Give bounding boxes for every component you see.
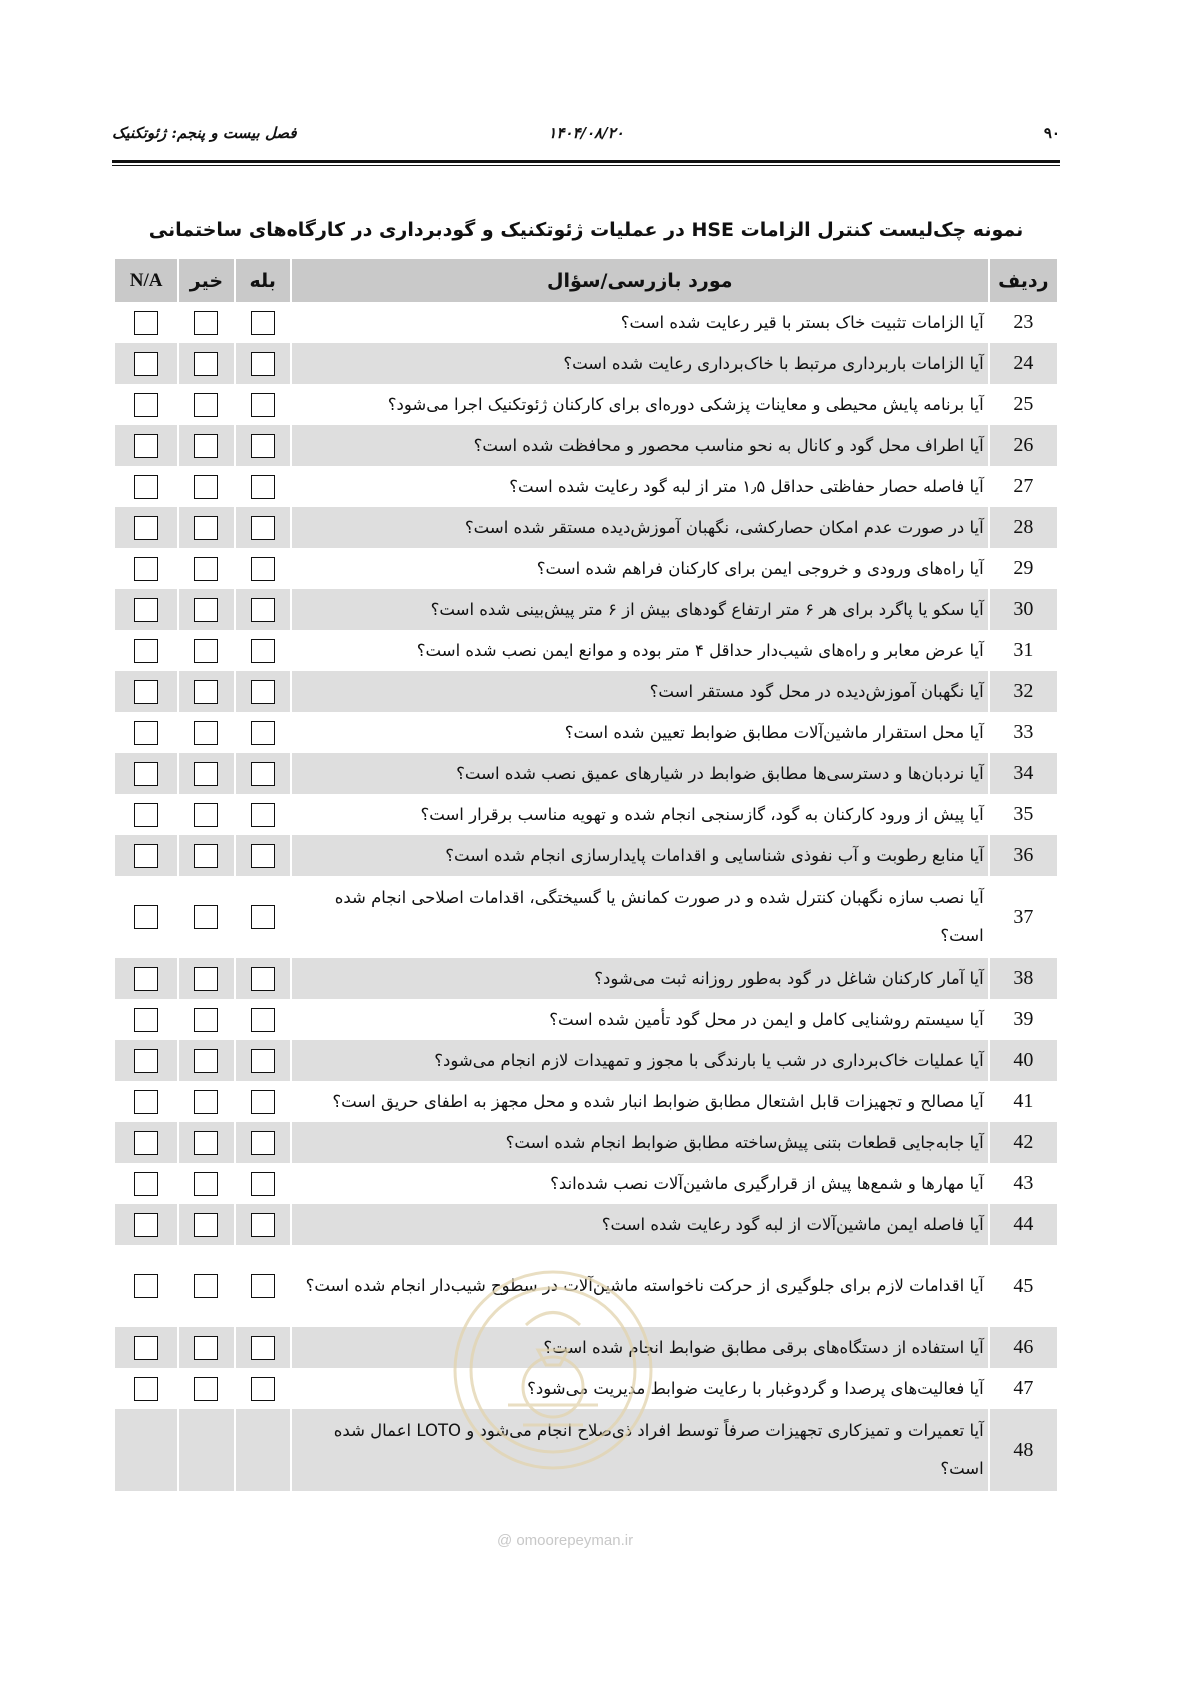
inspection-question: آیا برنامه پایش محیطی و معاینات پزشکی دوره‌ای برای کارکنان ژئوتکنیک اجرا می‌شود؟ [291,384,989,425]
answer-cell-na [115,794,178,835]
checkbox-yes[interactable] [251,1090,275,1114]
checkbox-yes[interactable] [251,1008,275,1032]
checkbox-yes[interactable] [251,1274,275,1298]
answer-cell-no [178,712,234,753]
answer-cell-no [178,1409,234,1491]
answer-cell-na [115,548,178,589]
column-header-na: N/A [115,259,178,302]
table-row [115,1245,1057,1327]
row-number: 26 [989,425,1057,466]
checkbox-yes[interactable] [251,803,275,827]
inspection-question: آیا عملیات خاک‌برداری در شب یا بارندگی با مجوز و تمهیدات لازم انجام می‌شود؟ [291,1040,989,1081]
checkbox-na[interactable] [134,905,158,929]
answer-cell-no [178,1122,234,1163]
answer-cell-no [178,1327,234,1368]
checkbox-yes[interactable] [251,352,275,376]
answer-cell-na [115,835,178,876]
answer-cell-yes [235,1040,291,1081]
answer-cell-yes [235,466,291,507]
checkbox-yes[interactable] [251,1172,275,1196]
checkbox-no[interactable] [194,598,218,622]
table-row [115,425,1057,466]
answer-cell-no [178,425,234,466]
checkbox-no[interactable] [194,516,218,540]
checkbox-no[interactable] [194,1008,218,1032]
answer-cell-no [178,999,234,1040]
chapter-title: فصل بیست و پنجم: ژئوتکنیک [112,124,297,142]
answer-cell-na [115,343,178,384]
inspection-question: آیا استفاده از دستگاه‌های برقی مطابق ضوابط انجام شده است؟ [291,1327,989,1368]
table-row [115,958,1057,999]
checkbox-na[interactable] [134,1274,158,1298]
table-row [115,630,1057,671]
answer-cell-na [115,712,178,753]
answer-cell-no [178,630,234,671]
inspection-question: آیا تعمیرات و تمیزکاری تجهیزات صرفاً توسط افراد ذی‌صلاح انجام می‌شود و LOTO اعمال شده است؟ [291,1409,989,1491]
row-number: 25 [989,384,1057,425]
table-row [115,507,1057,548]
checkbox-yes[interactable] [251,1049,275,1073]
table-row [115,1040,1057,1081]
row-number: 42 [989,1122,1057,1163]
answer-cell-yes [235,999,291,1040]
checkbox-no[interactable] [194,639,218,663]
checkbox-no[interactable] [194,905,218,929]
checkbox-no[interactable] [194,1336,218,1360]
answer-cell-yes [235,1245,291,1327]
answer-cell-no [178,343,234,384]
row-number: 45 [989,1245,1057,1327]
table-row [115,1204,1057,1245]
checkbox-no[interactable] [194,1131,218,1155]
checkbox-na[interactable] [134,516,158,540]
checkbox-no[interactable] [194,1274,218,1298]
checkbox-na[interactable] [134,967,158,991]
column-header-question: مورد بازرسی/سؤال [291,259,989,302]
inspection-question: آیا اقدامات لازم برای جلوگیری از حرکت ناخواسته ماشین‌آلات در سطوح شیب‌دار انجام شده است؟ [291,1245,989,1327]
inspection-question: آیا راه‌های ورودی و خروجی ایمن برای کارکنان فراهم شده است؟ [291,548,989,589]
inspection-question: آیا پیش از ورود کارکنان به گود، گازسنجی انجام شده و تهویه مناسب برقرار است؟ [291,794,989,835]
answer-cell-yes [235,1327,291,1368]
inspection-question: آیا نردبان‌ها و دسترسی‌ها مطابق ضوابط در شیارهای عمیق نصب شده است؟ [291,753,989,794]
row-number: 38 [989,958,1057,999]
row-number: 43 [989,1163,1057,1204]
answer-cell-yes [235,1081,291,1122]
answer-cell-na [115,1409,178,1491]
checkbox-na[interactable] [134,311,158,335]
answer-cell-na [115,671,178,712]
watermark-url-text: omoorepeyman.ir [516,1532,634,1549]
header-date: ۱۴۰۴/۰۸/۲۰ [548,124,624,142]
column-header-no: خیر [178,259,234,302]
inspection-question: آیا منابع رطوبت و آب نفوذی شناسایی و اقدامات پایدارسازی انجام شده است؟ [291,835,989,876]
row-number: 29 [989,548,1057,589]
inspection-question: آیا فعالیت‌های پرصدا و گردوغبار با رعایت ضوابط مدیریت می‌شود؟ [291,1368,989,1409]
answer-cell-na [115,876,178,958]
answer-cell-yes [235,1122,291,1163]
answer-cell-no [178,876,234,958]
checkbox-na[interactable] [134,352,158,376]
checkbox-no[interactable] [194,803,218,827]
answer-cell-yes [235,1204,291,1245]
checkbox-yes[interactable] [251,475,275,499]
checkbox-na[interactable] [134,639,158,663]
table-title: نمونه چک‌لیست کنترل الزامات HSE در عملیات ژئوتکنیک و گودبرداری در کارگاه‌های ساختمانی [148,219,1024,241]
answer-cell-no [178,548,234,589]
answer-cell-yes [235,671,291,712]
answer-cell-yes [235,507,291,548]
answer-cell-no [178,466,234,507]
checkbox-no[interactable] [194,475,218,499]
checklist-body [115,302,1057,1491]
table-row [115,1122,1057,1163]
answer-cell-na [115,1081,178,1122]
inspection-question: آیا فاصله حصار حفاظتی حداقل ۱٫۵ متر از لبه گود رعایت شده است؟ [291,466,989,507]
table-header-row [115,259,1057,302]
page-header [112,122,1060,148]
checkbox-yes[interactable] [251,311,275,335]
checkbox-yes[interactable] [251,905,275,929]
inspection-question: آیا محل استقرار ماشین‌آلات مطابق ضوابط تعیین شده است؟ [291,712,989,753]
table-row [115,466,1057,507]
table-row [115,794,1057,835]
checkbox-no[interactable] [194,557,218,581]
answer-cell-yes [235,753,291,794]
answer-cell-na [115,507,178,548]
checkbox-no[interactable] [194,1377,218,1401]
row-number: 41 [989,1081,1057,1122]
answer-cell-yes [235,548,291,589]
row-number: 39 [989,999,1057,1040]
checkbox-na[interactable] [134,434,158,458]
row-number: 27 [989,466,1057,507]
table-row [115,548,1057,589]
checkbox-na[interactable] [134,557,158,581]
checkbox-na[interactable] [134,393,158,417]
answer-cell-yes [235,302,291,343]
answer-cell-yes [235,876,291,958]
row-number: 44 [989,1204,1057,1245]
checkbox-yes[interactable] [251,516,275,540]
row-number: 46 [989,1327,1057,1368]
checkbox-no[interactable] [194,1090,218,1114]
answer-cell-na [115,1368,178,1409]
checkbox-na[interactable] [134,1008,158,1032]
table-row [115,999,1057,1040]
answer-cell-no [178,958,234,999]
inspection-question: آیا جابه‌جایی قطعات بتنی پیش‌ساخته مطابق ضوابط انجام شده است؟ [291,1122,989,1163]
row-number: 36 [989,835,1057,876]
checkbox-yes[interactable] [251,393,275,417]
answer-cell-na [115,1122,178,1163]
answer-cell-no [178,753,234,794]
row-number: 40 [989,1040,1057,1081]
answer-cell-na [115,1163,178,1204]
checkbox-yes[interactable] [251,639,275,663]
column-header-row-number: ردیف [989,259,1057,302]
row-number: 24 [989,343,1057,384]
inspection-question: آیا مهارها و شمع‌ها پیش از قرارگیری ماشین‌آلات نصب شده‌اند؟ [291,1163,989,1204]
checkbox-na[interactable] [134,1213,158,1237]
table-row [115,1163,1057,1204]
inspection-question: آیا فاصله ایمن ماشین‌آلات از لبه گود رعایت شده است؟ [291,1204,989,1245]
checkbox-na[interactable] [134,1131,158,1155]
answer-cell-na [115,1245,178,1327]
checklist-table [115,259,1057,1491]
answer-cell-no [178,1081,234,1122]
inspection-question: آیا نگهبان آموزش‌دیده در محل گود مستقر است؟ [291,671,989,712]
answer-cell-no [178,507,234,548]
checkbox-na[interactable] [134,1336,158,1360]
answer-cell-no [178,794,234,835]
answer-cell-yes [235,630,291,671]
answer-cell-na [115,999,178,1040]
answer-cell-no [178,302,234,343]
row-number: 28 [989,507,1057,548]
answer-cell-na [115,1040,178,1081]
inspection-question: آیا سیستم روشنایی کامل و ایمن در محل گود تأمین شده است؟ [291,999,989,1040]
table-row [115,712,1057,753]
checkbox-no[interactable] [194,1213,218,1237]
inspection-question: آیا نصب سازه نگهبان کنترل شده و در صورت کمانش یا گسیختگی، اقدامات اصلاحی انجام شده است؟ [291,876,989,958]
row-number: 23 [989,302,1057,343]
table-row [115,1409,1057,1491]
inspection-question: آیا آمار کارکنان شاغل در گود به‌طور روزانه ثبت می‌شود؟ [291,958,989,999]
checkbox-no[interactable] [194,393,218,417]
checkbox-yes[interactable] [251,1131,275,1155]
checkbox-yes[interactable] [251,762,275,786]
answer-cell-no [178,1204,234,1245]
answer-cell-yes [235,589,291,630]
answer-cell-yes [235,1368,291,1409]
answer-cell-no [178,589,234,630]
answer-cell-no [178,384,234,425]
checkbox-yes[interactable] [251,680,275,704]
answer-cell-na [115,630,178,671]
checkbox-na[interactable] [134,475,158,499]
table-row [115,589,1057,630]
inspection-question: آیا الزامات تثبیت خاک بستر با قیر رعایت شده است؟ [291,302,989,343]
checkbox-no[interactable] [194,762,218,786]
answer-cell-yes [235,1409,291,1491]
inspection-question: آیا الزامات باربرداری مرتبط با خاک‌برداری رعایت شده است؟ [291,343,989,384]
answer-cell-yes [235,343,291,384]
answer-cell-na [115,1204,178,1245]
table-row [115,876,1057,958]
checkbox-na[interactable] [134,680,158,704]
inspection-question: آیا در صورت عدم امکان حصارکشی، نگهبان آموزش‌دیده مستقر شده است؟ [291,507,989,548]
answer-cell-na [115,425,178,466]
watermark-url: @ omoorepeyman.ir [496,1532,634,1549]
header-rule-thin [112,165,1060,166]
checkbox-yes[interactable] [251,1213,275,1237]
row-number: 34 [989,753,1057,794]
answer-cell-yes [235,384,291,425]
row-number: 32 [989,671,1057,712]
checkbox-na[interactable] [134,721,158,745]
row-number: 48 [989,1409,1057,1491]
answer-cell-no [178,671,234,712]
checkbox-na[interactable] [134,1049,158,1073]
answer-cell-yes [235,958,291,999]
answer-cell-na [115,466,178,507]
table-row [115,671,1057,712]
inspection-question: آیا مصالح و تجهیزات قابل اشتعال مطابق ضوابط انبار شده و محل مجهز به اطفای حریق است؟ [291,1081,989,1122]
table-row [115,1081,1057,1122]
answer-cell-yes [235,794,291,835]
inspection-question: آیا عرض معابر و راه‌های شیب‌دار حداقل ۴ متر بوده و موانع ایمن نصب شده است؟ [291,630,989,671]
checkbox-no[interactable] [194,311,218,335]
checkbox-yes[interactable] [251,1336,275,1360]
checkbox-na[interactable] [134,844,158,868]
checkbox-no[interactable] [194,680,218,704]
checkbox-yes[interactable] [251,967,275,991]
answer-cell-yes [235,835,291,876]
answer-cell-yes [235,1163,291,1204]
answer-cell-na [115,958,178,999]
checkbox-yes[interactable] [251,844,275,868]
answer-cell-yes [235,425,291,466]
checkbox-na[interactable] [134,598,158,622]
inspection-question: آیا سکو یا پاگرد برای هر ۶ متر ارتفاع گودهای بیش از ۶ متر پیش‌بینی شده است؟ [291,589,989,630]
page-number: ۹۰ [1043,124,1060,142]
inspection-question: آیا اطراف محل گود و کانال به نحو مناسب محصور و محافظت شده است؟ [291,425,989,466]
answer-cell-no [178,1163,234,1204]
answer-cell-na [115,589,178,630]
checkbox-no[interactable] [194,1049,218,1073]
row-number: 47 [989,1368,1057,1409]
table-row [115,1327,1057,1368]
checkbox-no[interactable] [194,1172,218,1196]
row-number: 31 [989,630,1057,671]
checkbox-yes[interactable] [251,557,275,581]
checkbox-no[interactable] [194,721,218,745]
table-row [115,302,1057,343]
answer-cell-no [178,1368,234,1409]
column-header-yes: بله [235,259,291,302]
answer-cell-no [178,1245,234,1327]
answer-cell-no [178,835,234,876]
answer-cell-yes [235,712,291,753]
checkbox-yes[interactable] [251,598,275,622]
checkbox-no[interactable] [194,352,218,376]
table-row [115,1368,1057,1409]
checkbox-na[interactable] [134,762,158,786]
checkbox-na[interactable] [134,803,158,827]
answer-cell-na [115,1327,178,1368]
checkbox-yes[interactable] [251,721,275,745]
checkbox-na[interactable] [134,1377,158,1401]
table-row [115,753,1057,794]
table-row [115,343,1057,384]
answer-cell-no [178,1040,234,1081]
header-rule [112,160,1060,163]
checkbox-yes[interactable] [251,434,275,458]
checkbox-na[interactable] [134,1172,158,1196]
table-row [115,835,1057,876]
checkbox-no[interactable] [194,434,218,458]
checkbox-yes[interactable] [251,1377,275,1401]
answer-cell-na [115,753,178,794]
checkbox-no[interactable] [194,967,218,991]
row-number: 35 [989,794,1057,835]
answer-cell-na [115,302,178,343]
answer-cell-na [115,384,178,425]
checkbox-na[interactable] [134,1090,158,1114]
row-number: 30 [989,589,1057,630]
row-number: 33 [989,712,1057,753]
row-number: 37 [989,876,1057,958]
checkbox-no[interactable] [194,844,218,868]
table-row [115,384,1057,425]
